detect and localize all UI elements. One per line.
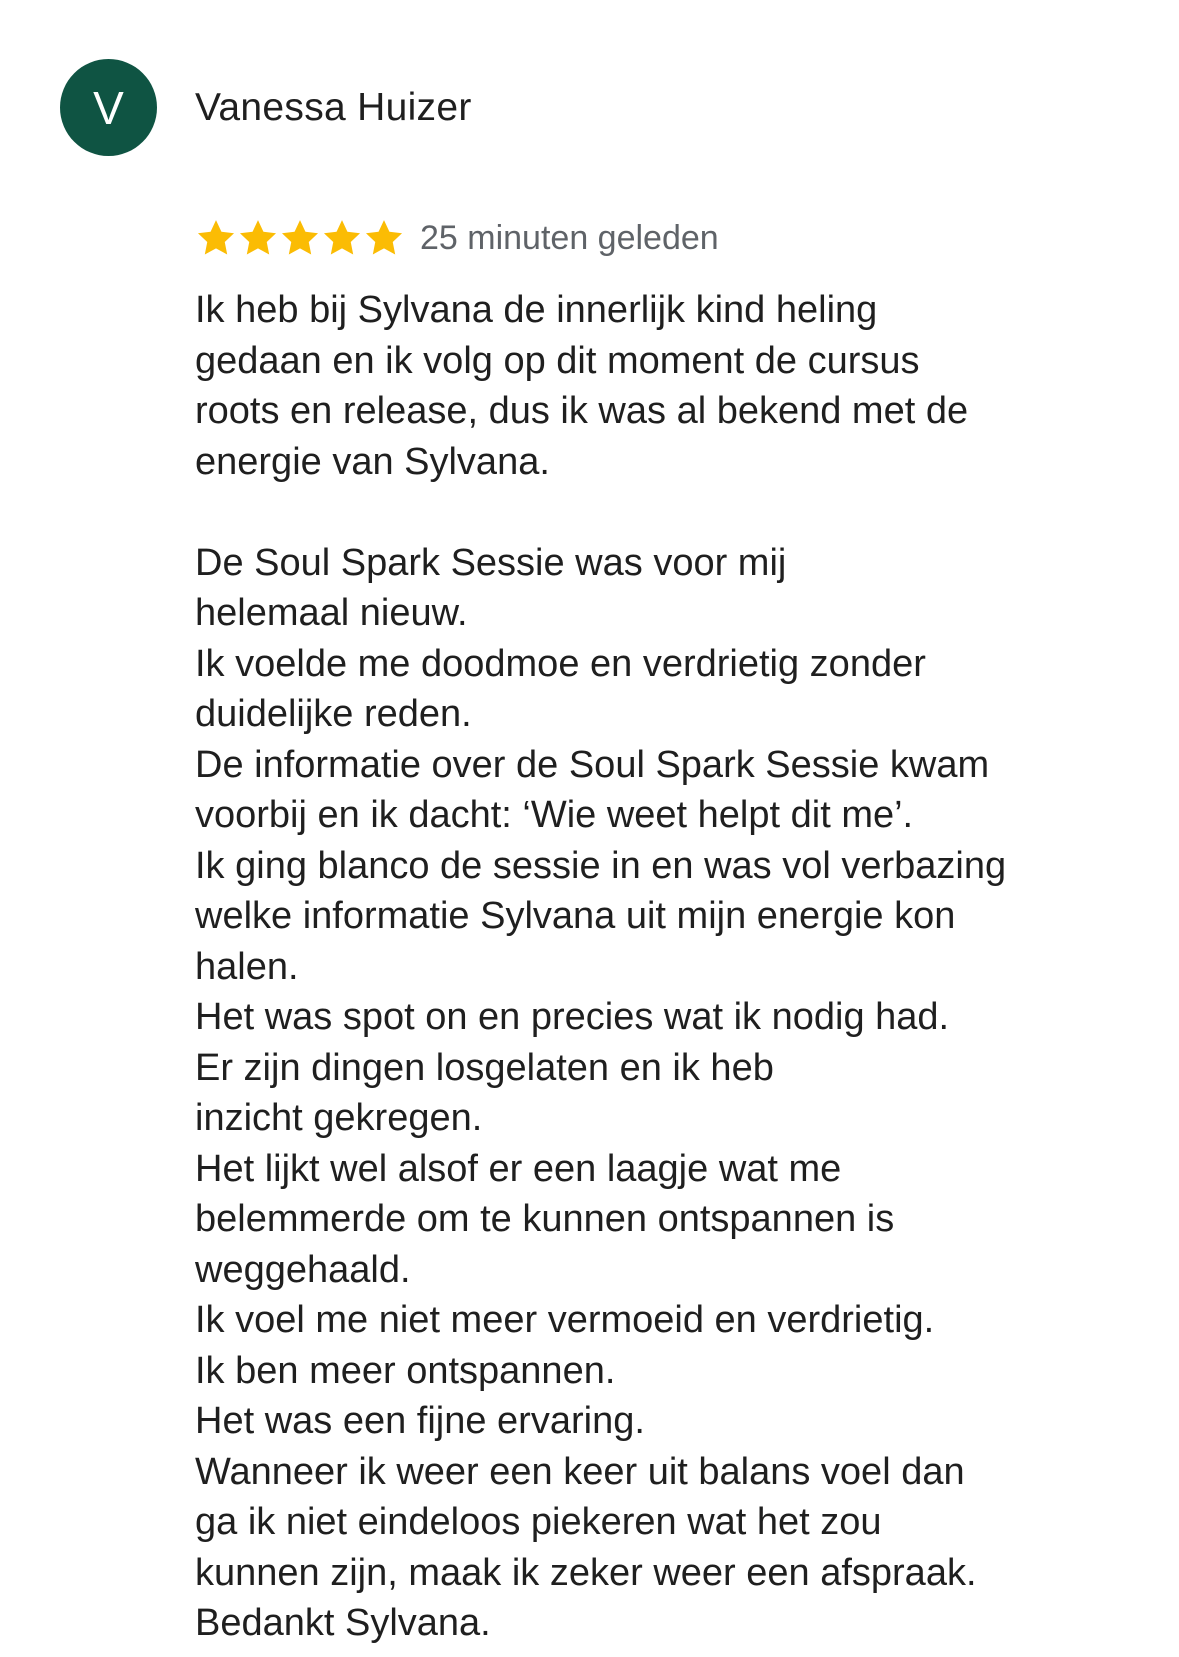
review-text-line: Bedankt Sylvana. bbox=[195, 1602, 491, 1644]
star-icon bbox=[279, 217, 321, 259]
review-header bbox=[60, 59, 472, 156]
review-text-line: Ik ging blanco de sessie in en was vol verbazing bbox=[195, 844, 1007, 887]
star-icon bbox=[363, 217, 405, 259]
review-text-line: Er zijn dingen losgelaten en ik heb bbox=[195, 1046, 774, 1089]
review-text-line: inzicht gekregen. bbox=[195, 1097, 483, 1139]
review-text-line: duidelijke reden. bbox=[195, 693, 472, 735]
review-text-line: Ik voelde me doodmoe en verdrietig zonder bbox=[195, 642, 926, 685]
star-icon bbox=[321, 217, 363, 259]
review-text-line bbox=[195, 487, 1155, 538]
star-icon bbox=[237, 217, 279, 259]
review-text-line: Het lijkt wel alsof er een laagje wat me bbox=[195, 1147, 842, 1190]
review-text-line: De informatie over de Soul Spark Sessie kwam bbox=[195, 743, 990, 786]
review-text-line: weggehaald. bbox=[195, 1248, 411, 1291]
review-text-line: roots en release, dus ik was al bekend met de bbox=[195, 390, 969, 432]
review-meta bbox=[195, 213, 719, 263]
review-text-line: welke informatie Sylvana uit mijn energie kon bbox=[195, 895, 956, 937]
review-text-line: voorbij en ik dacht: ‘Wie weet helpt dit me’. bbox=[195, 794, 914, 836]
review-text-line: Ik voel me niet meer vermoeid en verdrietig. bbox=[195, 1299, 935, 1341]
review-text-line: helemaal nieuw. bbox=[195, 592, 468, 634]
review-text-line: kunnen zijn, maak ik zeker weer een afspraak. bbox=[195, 1551, 977, 1594]
review-text-line: ga ik niet eindeloos piekeren wat het zou bbox=[195, 1501, 882, 1543]
star-icon bbox=[195, 217, 237, 259]
review-text-line: De Soul Spark Sessie was voor mij bbox=[195, 541, 787, 584]
review-time: 25 minuten geleden bbox=[420, 218, 719, 257]
author-name[interactable]: Vanessa Huizer bbox=[195, 85, 472, 129]
review-text-line: Ik ben meer ontspannen. bbox=[195, 1349, 616, 1392]
review-text-line: Wanneer ik weer een keer uit balans voel dan bbox=[195, 1450, 965, 1493]
review-text-line: Ik heb bij Sylvana de innerlijk kind heling bbox=[195, 289, 878, 331]
star-rating bbox=[195, 217, 405, 259]
review-text-line: belemmerde om te kunnen ontspannen is bbox=[195, 1198, 895, 1240]
review-text bbox=[195, 285, 1155, 1649]
review-text-line: energie van Sylvana. bbox=[195, 440, 550, 483]
review-text-line: halen. bbox=[195, 945, 299, 988]
avatar[interactable]: V bbox=[60, 59, 157, 156]
review-text-line: gedaan en ik volg op dit moment de cursus bbox=[195, 339, 920, 382]
review-text-line: Het was een fijne ervaring. bbox=[195, 1400, 645, 1442]
review-text-line: Het was spot on en precies wat ik nodig had. bbox=[195, 996, 950, 1038]
